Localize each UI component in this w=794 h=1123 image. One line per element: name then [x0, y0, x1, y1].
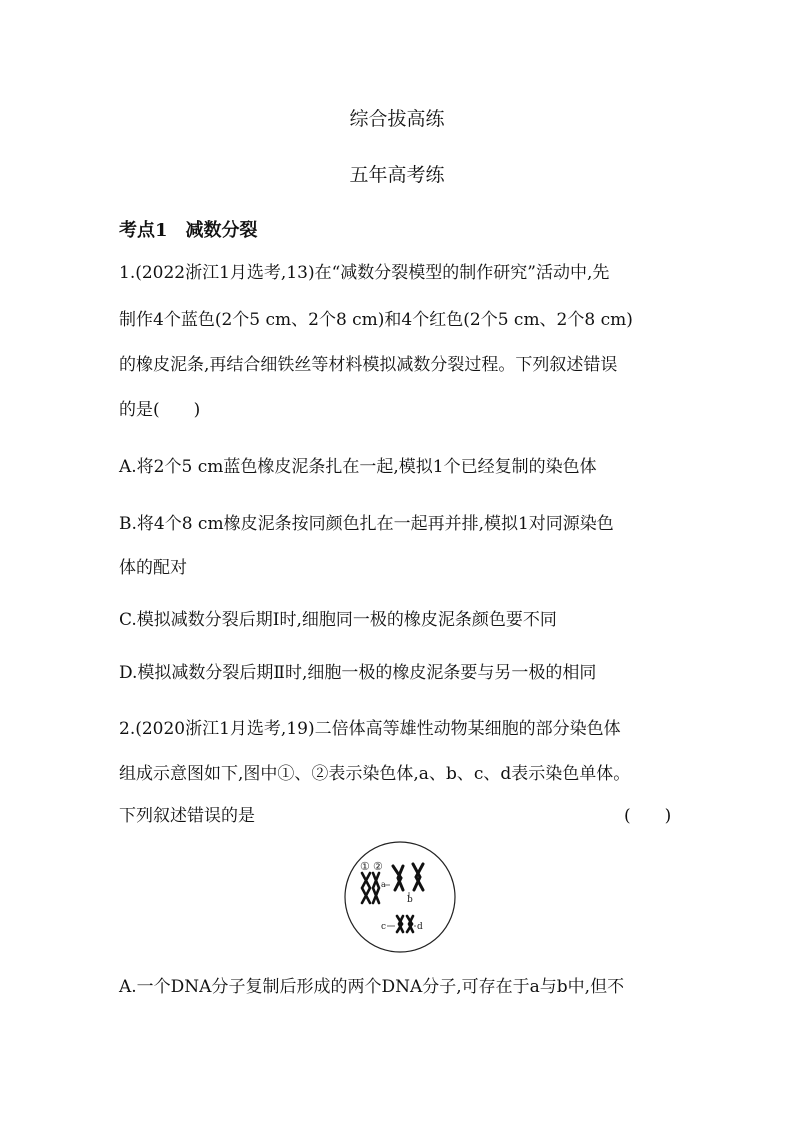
answer-blank: ( )	[624, 806, 672, 826]
question-2-option-a: A.一个DNA分子复制后形成的两个DNA分子,可存在于a与b中,但不	[119, 977, 625, 997]
question-1-line-4: 的是( )	[119, 400, 201, 420]
chromosome-pair-upper	[393, 864, 423, 890]
label-chromatid-a: a	[381, 880, 386, 889]
question-2-line-1: 2.(2020浙江1月选考,19)二倍体高等雄性动物某细胞的部分染色体	[119, 719, 621, 739]
question-1-line-2: 制作4个蓝色(2个5 cm、2个8 cm)和4个红色(2个5 cm、2个8 cm)	[119, 310, 633, 330]
question-2-line-3: 下列叙述错误的是	[119, 806, 255, 826]
question-1-line-3: 的橡皮泥条,再结合细铁丝等材料模拟减数分裂过程。下列叙述错误	[119, 355, 618, 375]
question-1-line-1: 1.(2022浙江1月选考,13)在“减数分裂模型的制作研究”活动中,先	[119, 263, 610, 283]
question-1-option-c: C.模拟减数分裂后期Ⅰ时,细胞同一极的橡皮泥条颜色要不同	[119, 610, 557, 630]
chromosome-1	[362, 873, 370, 903]
label-chromatid-c: c	[381, 922, 387, 932]
section-heading: 考点1 减数分裂	[119, 220, 258, 241]
label-chromatid-d: d	[417, 922, 423, 932]
chromosome-pair-lower	[397, 916, 413, 932]
label-chromatid-b: b	[407, 895, 413, 905]
label-chromosome-1: ①	[360, 860, 370, 873]
chromosome-2	[373, 873, 379, 903]
chromosome-diagram	[343, 840, 457, 954]
cell-outline	[345, 842, 455, 952]
question-2-line-2: 组成示意图如下,图中①、②表示染色体,a、b、c、d表示染色单体。	[119, 764, 631, 784]
question-1-option-d: D.模拟减数分裂后期Ⅱ时,细胞一极的橡皮泥条要与另一极的相同	[119, 663, 597, 683]
label-chromosome-2: ②	[373, 860, 383, 873]
question-1-option-b: B.将4个8 cm橡皮泥条按同颜色扎在一起再并排,模拟1对同源染色	[119, 514, 614, 534]
question-1-option-b-cont: 体的配对	[119, 558, 187, 578]
page-subtitle: 五年高考练	[349, 164, 445, 186]
question-1-option-a: A.将2个5 cm蓝色橡皮泥条扎在一起,模拟1个已经复制的染色体	[119, 457, 597, 477]
page-title: 综合拔高练	[349, 108, 445, 130]
